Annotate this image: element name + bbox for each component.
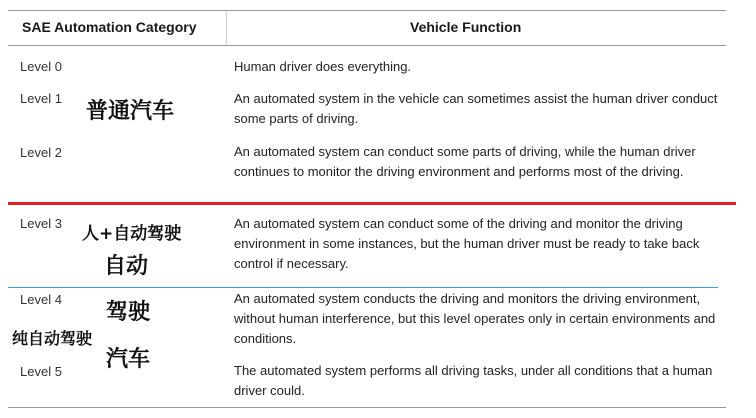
annotation-auto: 自动 [104,254,149,279]
annotation-human-plus-auto: 人+自动驾驶 [82,224,182,244]
function-text: Human driver does everything. [234,59,412,74]
level-label: Level 1 [20,91,62,106]
table-top-border [8,10,726,11]
blue-divider-line [8,287,718,288]
function-text: An automated system conducts the driving and monitors the driving environment, without human interference, but this level operates only in certain environments and conditions. [234,291,716,346]
header-function: Vehicle Function [410,19,522,35]
annotation-car: 汽车 [106,347,151,372]
level-label: Level 0 [20,59,62,74]
function-text: An automated system can conduct some of the driving and monitor the driving environment in some instances, but the human driver must be ready to take back control if necessary. [234,216,700,271]
header-bottom-border [8,45,726,46]
header-category: SAE Automation Category [22,19,197,35]
function-text: An automated system can conduct some parts of driving, while the human driver continues to monitor the driving environment and performs most of the driving. [234,144,696,179]
row-divider [8,407,726,408]
level-label: Level 4 [20,292,62,307]
level-label: Level 5 [20,364,62,379]
annotation-drive: 驾驶 [106,300,151,325]
annotation-pure-auto: 纯自动驾驶 [12,329,93,348]
level-label: Level 2 [20,145,62,160]
red-divider-line [8,202,736,205]
level-label: Level 3 [20,216,62,231]
function-text: An automated system in the vehicle can sometimes assist the human driver conduct some parts of driving. [234,91,718,126]
annotation-ordinary-car: 普通汽车 [86,99,175,124]
function-text: The automated system performs all driving tasks, under all conditions that a human driver could. [234,363,713,398]
column-divider [226,10,227,46]
